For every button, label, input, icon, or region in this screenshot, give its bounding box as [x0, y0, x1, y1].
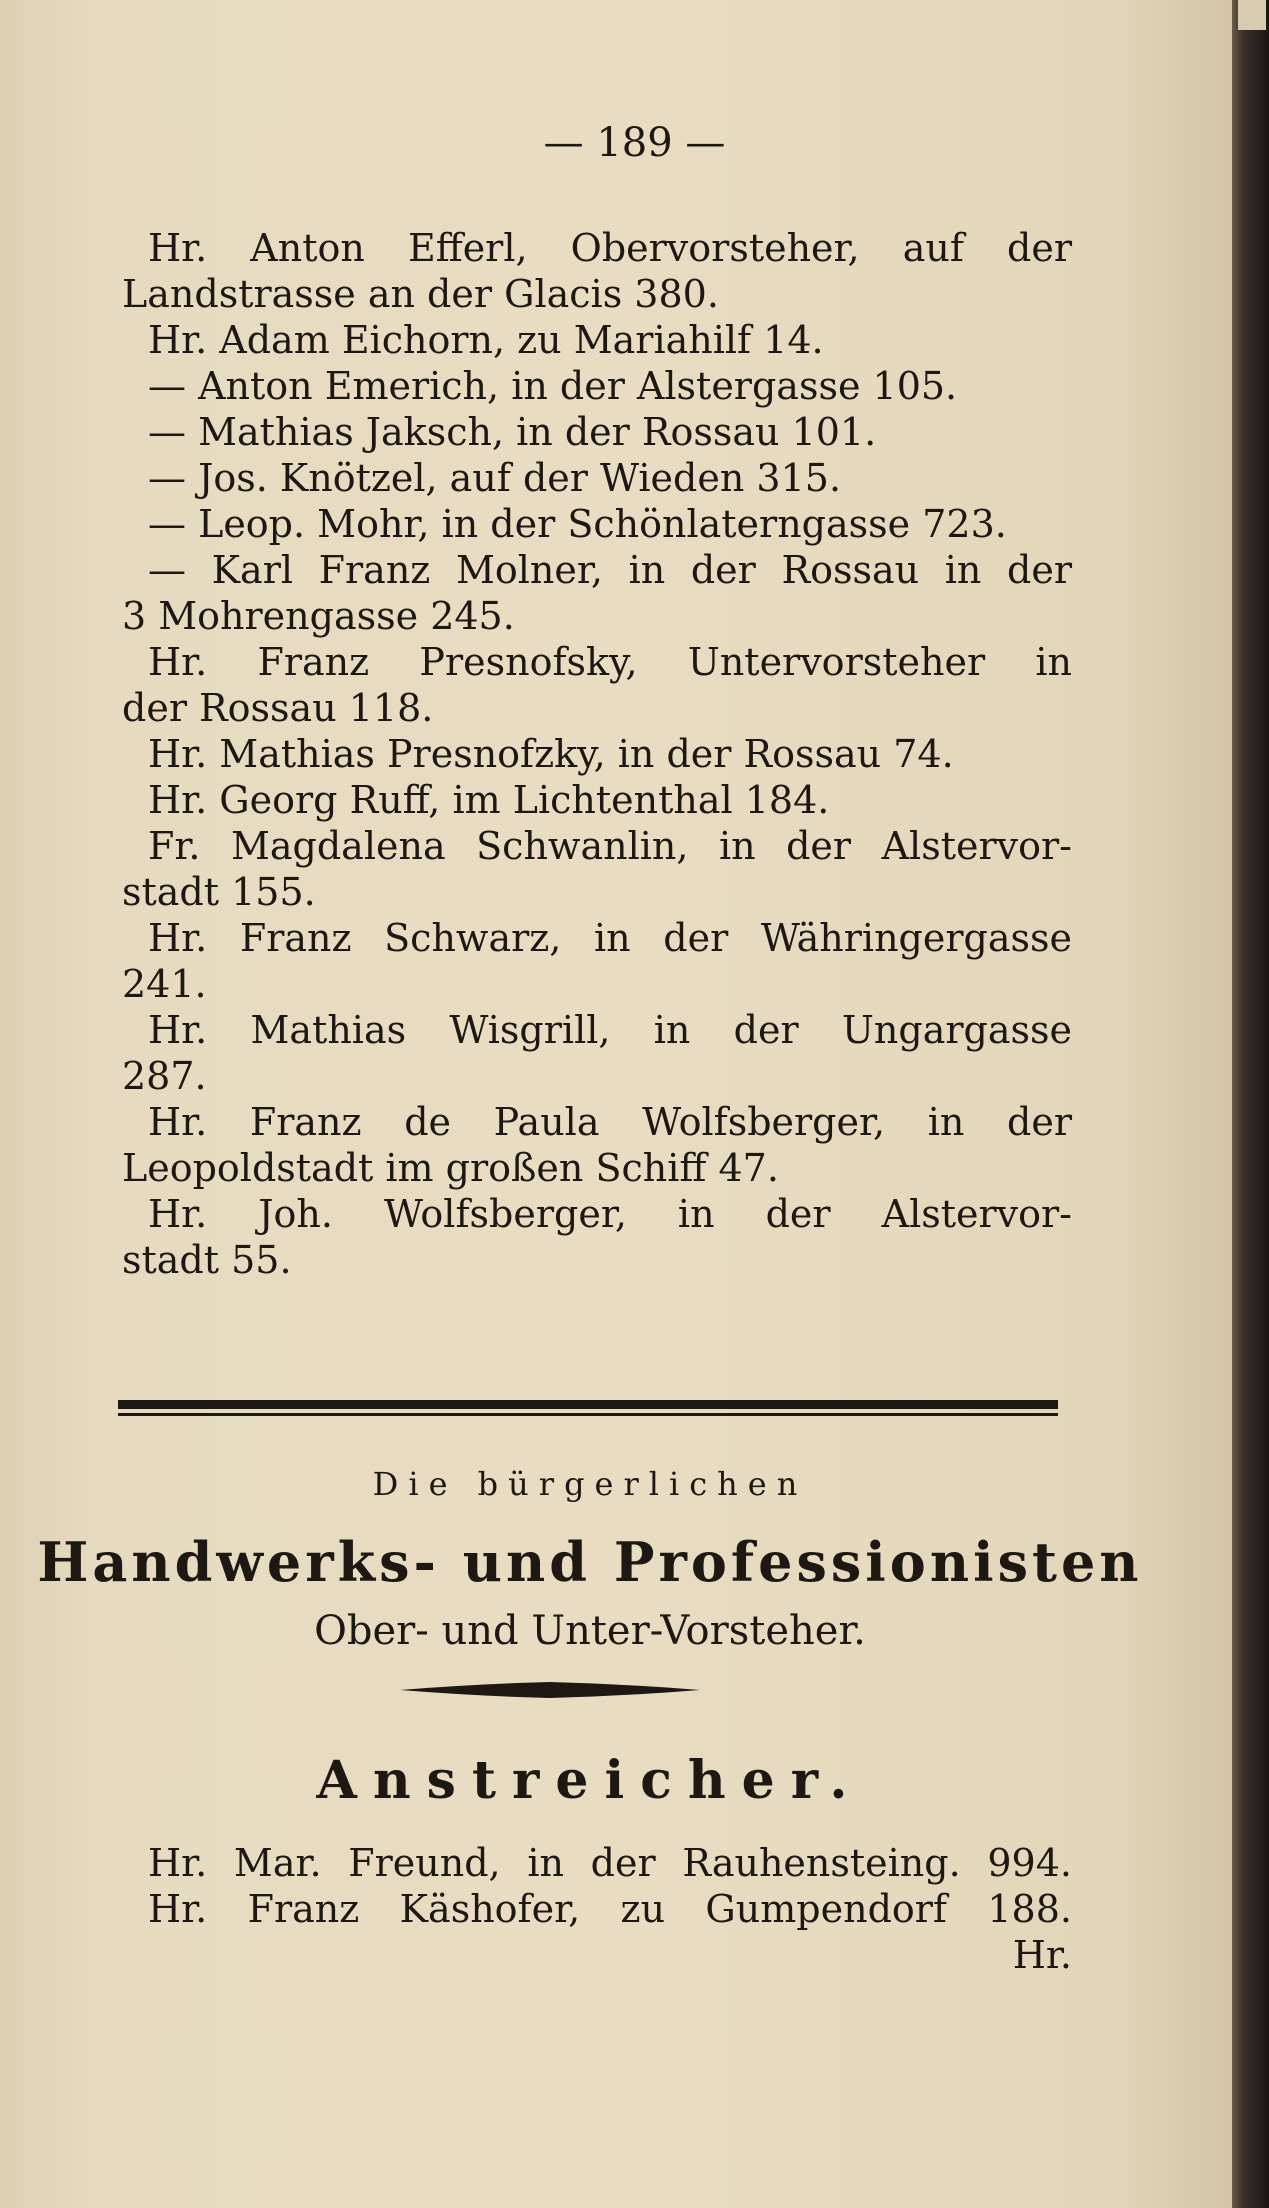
section-divider-thin — [118, 1413, 1058, 1416]
sub-heading: Ober- und Unter-Vorsteher. — [314, 1608, 866, 1654]
entry-line: Hr. Franz Käshofer, zu Gumpendorf 188. — [148, 1887, 1072, 1931]
entry-line: stadt 155. — [122, 870, 316, 914]
main-heading: Handwerks- und Professionisten — [37, 1530, 1143, 1594]
page-corner — [1238, 0, 1266, 30]
entry-line: — Karl Franz Molner, in der Rossau in der — [148, 548, 1072, 592]
entry-line: Hr. Adam Eichorn, zu Mariahilf 14. — [148, 318, 824, 362]
entry-line: Landstrasse an der Glacis 380. — [122, 272, 719, 316]
header-line-1: Die bürgerlichen — [372, 1465, 808, 1503]
entry-line: Hr. Anton Efferl, Obervorsteher, auf der — [148, 226, 1072, 270]
catchword: Hr. — [1012, 1933, 1072, 1977]
entry-line: Hr. Mar. Freund, in der Rauhensteing. 994. — [148, 1841, 1072, 1885]
entry-line: — Anton Emerich, in der Alstergasse 105. — [148, 364, 958, 408]
entry-line: Hr. Mathias Wisgrill, in der Ungargasse — [148, 1008, 1072, 1052]
entry-line: Leopoldstadt im großen Schiff 47. — [122, 1146, 779, 1190]
entry-line: Hr. Franz Presnofsky, Untervorsteher in — [148, 640, 1072, 684]
entry-line: Hr. Joh. Wolfsberger, in der Alstervor- — [148, 1192, 1072, 1236]
entry-line: 3 Mohrengasse 245. — [122, 594, 515, 638]
entry-line: — Jos. Knötzel, auf der Wieden 315. — [148, 456, 842, 500]
entry-line: 241. — [122, 962, 207, 1006]
entry-line: Hr. Mathias Presnofzky, in der Rossau 74. — [148, 732, 954, 776]
ornament-divider — [400, 1680, 700, 1700]
entry-line: — Mathias Jaksch, in der Rossau 101. — [148, 410, 877, 454]
entry-line: Fr. Magdalena Schwanlin, in der Alstervor- — [148, 824, 1072, 868]
entry-line: Hr. Franz Schwarz, in der Währingergasse — [148, 916, 1072, 960]
section-title: Anstreicher. — [316, 1750, 864, 1811]
entry-line: — Leop. Mohr, in der Schönlaterngasse 723. — [148, 502, 1007, 546]
entry-line: 287. — [122, 1054, 207, 1098]
entry-line: stadt 55. — [122, 1238, 292, 1282]
book-edge — [1232, 0, 1269, 2208]
section-divider — [118, 1400, 1058, 1409]
page-number: — 189 — — [543, 120, 726, 166]
entry-line: Hr. Franz de Paula Wolfsberger, in der — [148, 1100, 1072, 1144]
entry-line: Hr. Georg Ruff, im Lichtenthal 184. — [148, 778, 830, 822]
entry-line: der Rossau 118. — [122, 686, 434, 730]
